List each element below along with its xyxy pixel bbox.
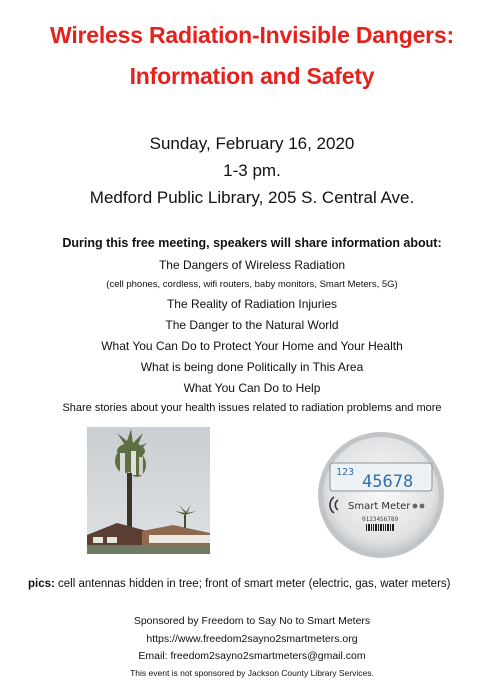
meter-label: Smart Meter bbox=[348, 501, 411, 512]
topic-item: The Danger to the Natural World bbox=[165, 318, 339, 332]
title-line-1: Wireless Radiation-Invisible Dangers: bbox=[50, 22, 454, 48]
meter-display-small: 123 bbox=[336, 467, 355, 478]
intro-text: During this free meeting, speakers will share information about: bbox=[62, 236, 442, 250]
topic-item: What You Can Do to Help bbox=[183, 381, 321, 395]
topic-item: Share stories about your health issues related to radiation problems and more bbox=[62, 402, 442, 414]
topic-item: What is being done Politically in This Area bbox=[140, 360, 364, 374]
event-time: 1-3 pm. bbox=[223, 161, 281, 180]
title-line-2: Information and Safety bbox=[129, 63, 375, 89]
meter-serial: 0123456789 bbox=[362, 516, 399, 523]
disclaimer: This event is not sponsored by Jackson County Library Services. bbox=[130, 668, 374, 678]
website-link[interactable]: https://www.freedom2sayno2smartmeters.org bbox=[146, 633, 358, 645]
sponsor-line: Sponsored by Freedom to Say No to Smart Meters bbox=[133, 615, 371, 627]
event-date: Sunday, February 16, 2020 bbox=[149, 134, 355, 153]
topic-item: What You Can Do to Protect Your Home and Your Health bbox=[101, 339, 403, 353]
topic-item: (cell phones, cordless, wifi routers, baby monitors, Smart Meters, 5G) bbox=[106, 279, 398, 290]
meter-display-big: 45678 bbox=[362, 472, 414, 492]
topic-item: The Dangers of Wireless Radiation bbox=[158, 258, 346, 272]
contact-email[interactable]: Email: freedom2sayno2smartmeters@gmail.com bbox=[138, 650, 366, 662]
smart-meter-image bbox=[316, 430, 446, 560]
event-location: Medford Public Library, 205 S. Central Ave. bbox=[89, 188, 415, 207]
topic-item: The Reality of Radiation Injuries bbox=[166, 297, 338, 311]
pics-text: cell antennas hidden in tree; front of smart meter (electric, gas, water meters) bbox=[54, 578, 451, 590]
cell-tower-tree-photo bbox=[87, 427, 210, 554]
pics-label: pics: bbox=[28, 578, 55, 590]
pics-caption bbox=[28, 578, 450, 590]
